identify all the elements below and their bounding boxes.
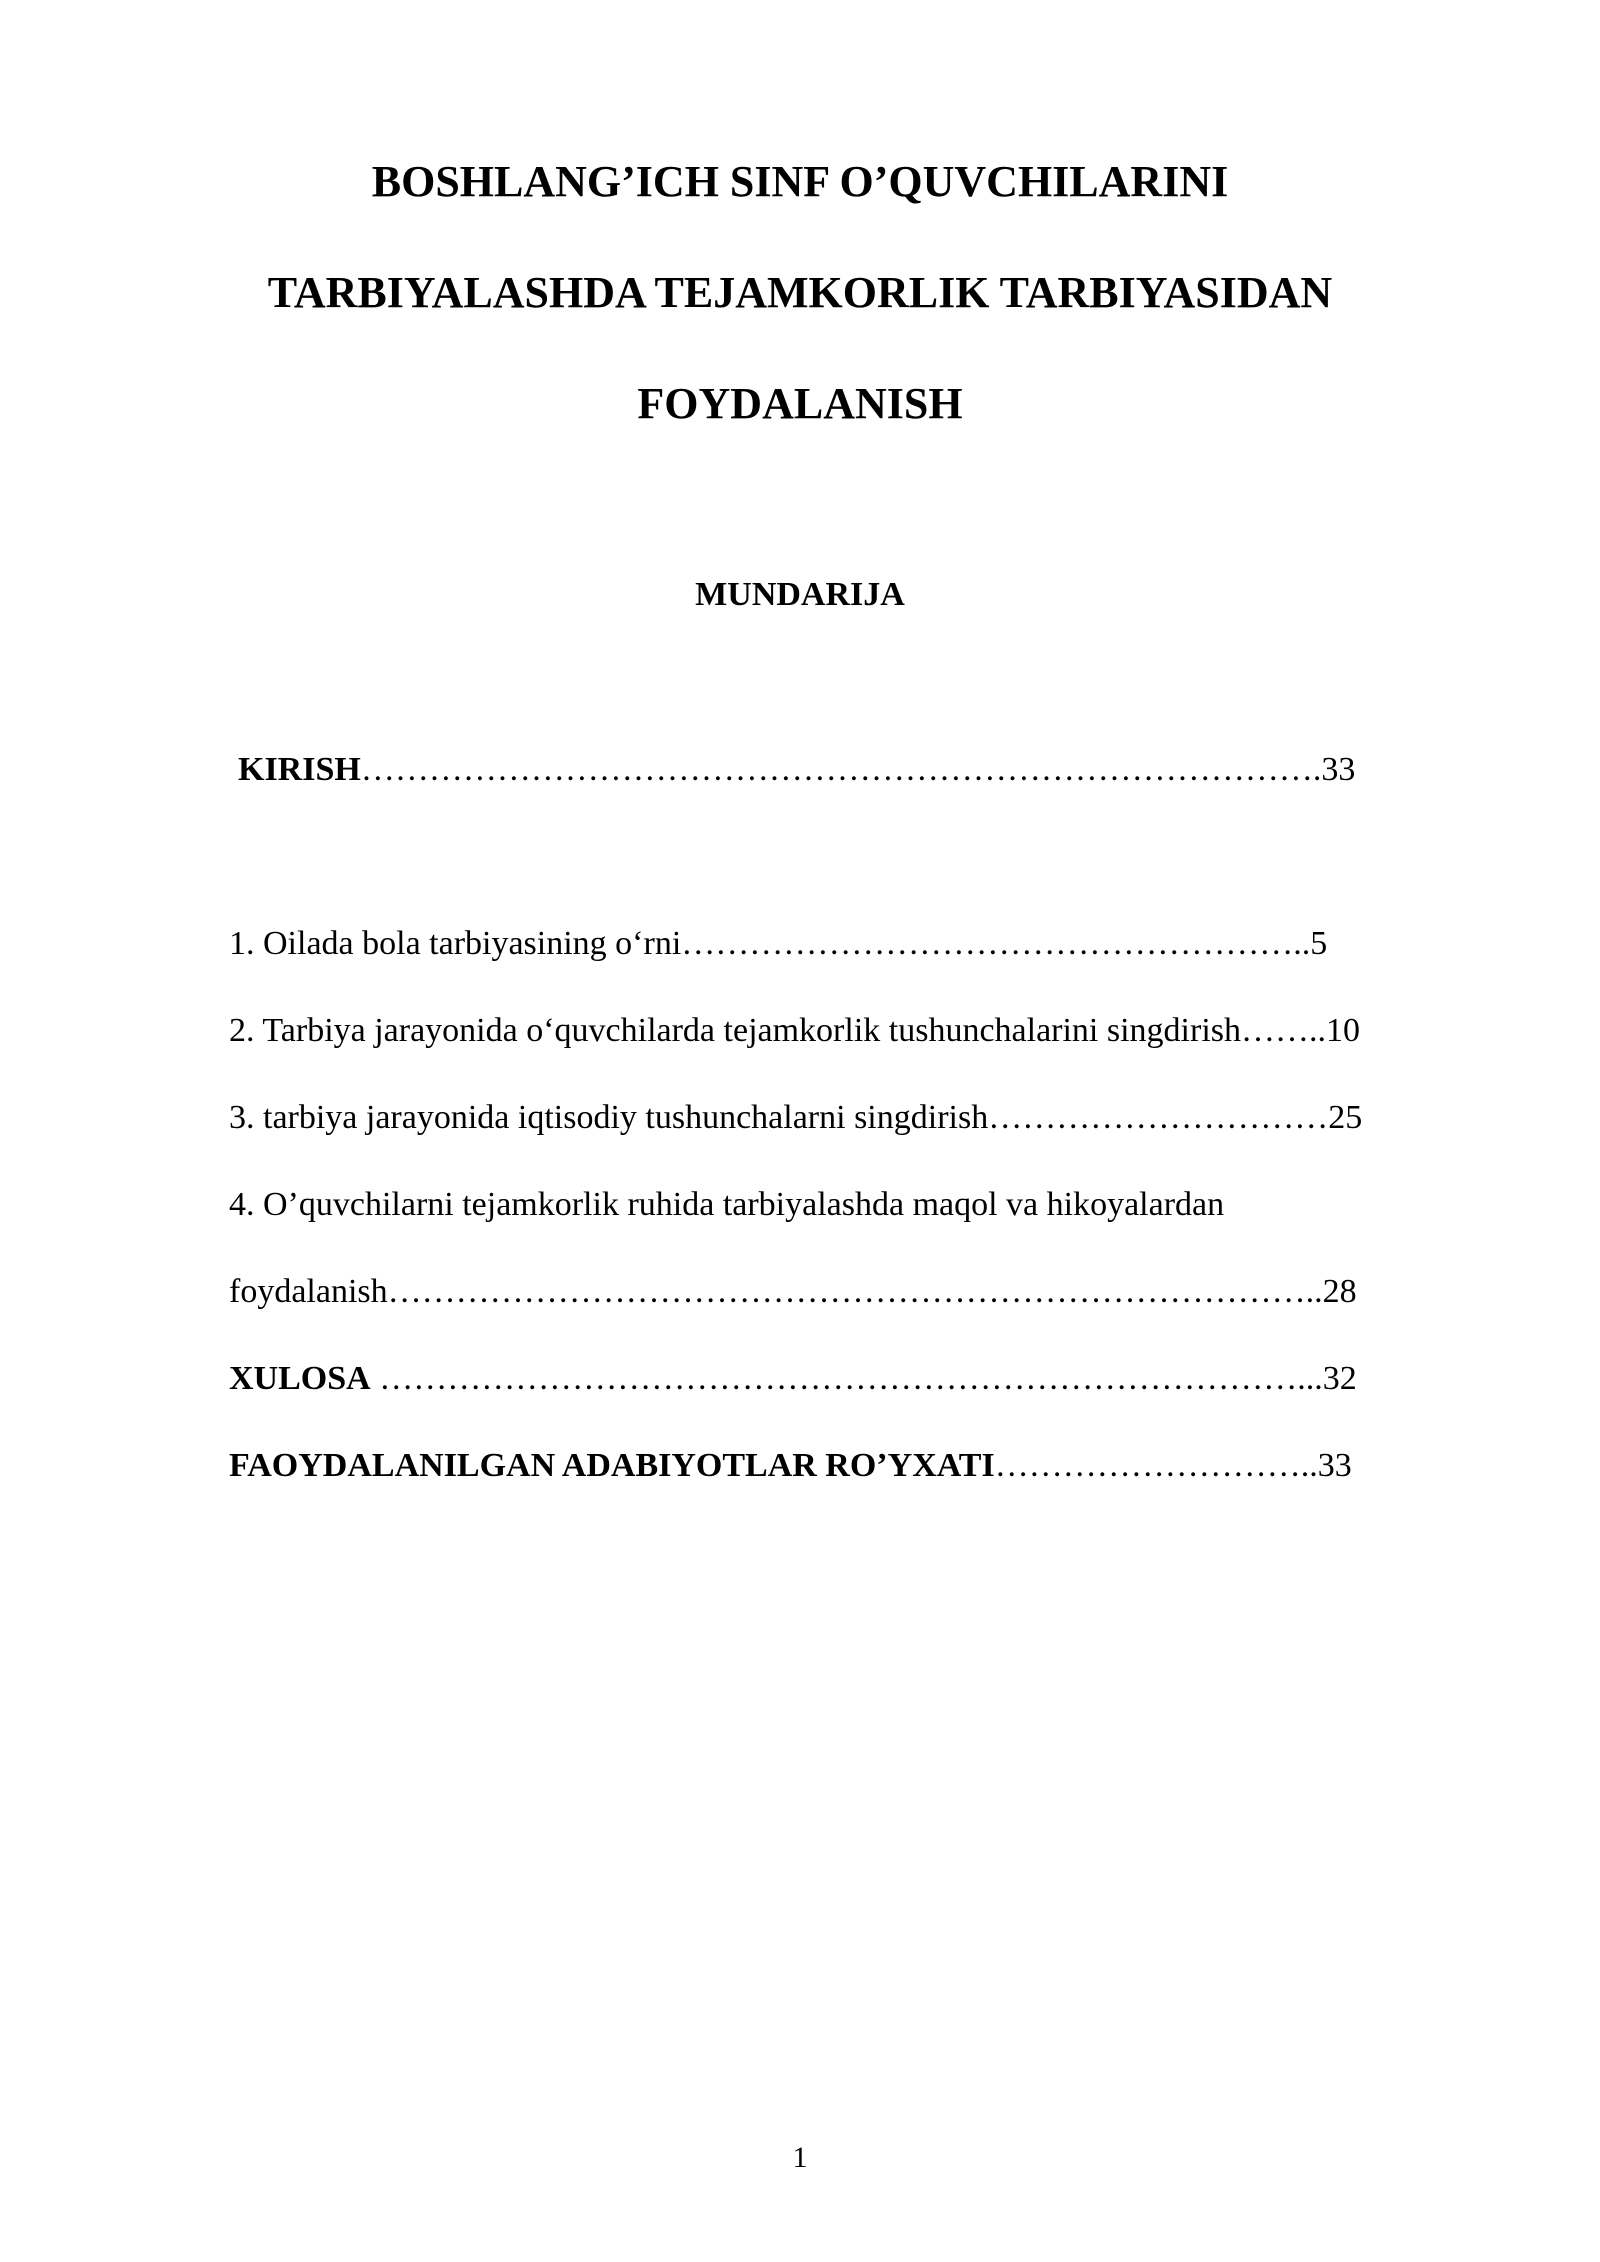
- toc-entry-1: [229, 924, 1489, 964]
- toc-entry-page: 10: [1326, 1012, 1360, 1049]
- toc-entry-page: 28: [1322, 1273, 1357, 1310]
- toc-entry-label: 4. O’quvchilarni tejamkorlik ruhida tarbiyalashda maqol va hikoyalardan: [229, 1186, 1225, 1223]
- toc-entry-page: 33: [1317, 1447, 1352, 1484]
- toc-entry-leader: ………………………………………………..: [681, 925, 1311, 962]
- toc-entry-label: foydalanish: [229, 1273, 388, 1310]
- toc-entry-page: 32: [1322, 1360, 1357, 1397]
- toc-entry-kirish: [238, 750, 1498, 790]
- toc-entry-label: 1. Oilada bola tarbiyasining o‘rni: [229, 925, 682, 962]
- toc-entry-leader: ………………………..: [994, 1447, 1318, 1484]
- table-of-contents-heading: MUNDARIJA: [695, 576, 905, 613]
- toc-entry-label: XULOSA: [229, 1360, 371, 1397]
- toc-entry-references: [229, 1446, 1489, 1486]
- toc-entry-4-line-2: [229, 1272, 1489, 1312]
- toc-entry-2: [229, 1011, 1489, 1051]
- document-title-line-3: FOYDALANISH: [637, 379, 963, 428]
- toc-entry-page: 5: [1310, 925, 1328, 962]
- toc-entry-xulosa: [229, 1359, 1489, 1399]
- document-title-line-2: TARBIYALASHDA TEJAMKORLIK TARBIYASIDAN: [267, 268, 1333, 317]
- toc-entry-label: KIRISH: [238, 751, 361, 788]
- toc-entry-leader: ……..: [1241, 1012, 1326, 1049]
- toc-entry-page: 25: [1328, 1099, 1363, 1136]
- toc-entry-leader: ………………………………………………………………………...: [370, 1360, 1323, 1397]
- document-title-line-1: BOSHLANG’ICH SINF O’QUVCHILARINI: [371, 157, 1229, 206]
- toc-entry-page: 33: [1321, 751, 1356, 788]
- toc-entry-label: 3. tarbiya jarayonida iqtisodiy tushunchalarni singdirish: [229, 1099, 989, 1136]
- toc-entry-3: [229, 1098, 1489, 1138]
- toc-entry-4-line-1: [229, 1185, 1489, 1225]
- toc-entry-label: FAOYDALANILGAN ADABIYOTLAR RO’YXATI: [229, 1447, 995, 1484]
- toc-entry-label: 2. Tarbiya jarayonida o‘quvchilarda tejamkorlik tushunchalarini singdirish: [229, 1012, 1241, 1049]
- toc-entry-leader: ………………………………………………………………………..: [387, 1273, 1323, 1310]
- toc-entry-leader: …………………………: [988, 1099, 1329, 1136]
- toc-entry-leader: ………………………………………………………………………….: [360, 751, 1322, 788]
- page-number: 1: [792, 2141, 808, 2174]
